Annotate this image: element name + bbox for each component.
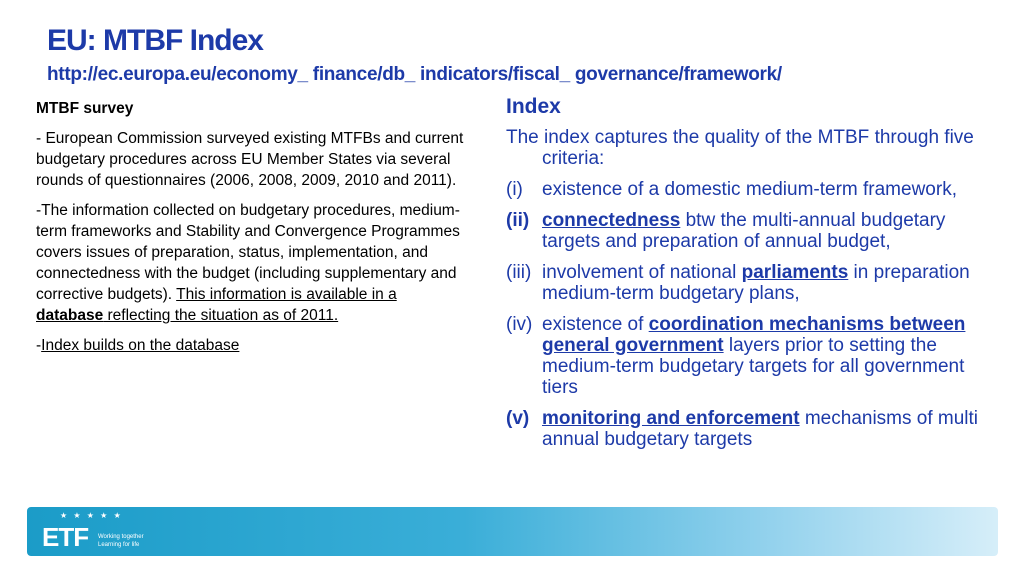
- criterion-4: [506, 314, 994, 398]
- criterion-3-pre: involvement of national: [542, 262, 742, 283]
- index-intro: The index captures the quality of the MTBF through five criteria:: [506, 127, 974, 169]
- criterion-2-rest: btw the multi-annual budgetary targets and preparation of annual budget,: [542, 210, 946, 252]
- footer-band: [27, 507, 998, 556]
- index-heading: Index: [506, 95, 561, 118]
- logo-tagline: Working together Learning for life: [98, 534, 144, 548]
- survey-paragraph-3: [36, 335, 466, 356]
- paragraph-3-prefix: -: [36, 337, 42, 354]
- monitoring-enforcement-link[interactable]: monitoring and enforcement: [542, 408, 800, 429]
- mtbf-survey-column: [36, 98, 466, 365]
- connectedness-link[interactable]: connectedness: [542, 210, 681, 231]
- criterion-5-rest: mechanisms of multi annual budgetary targets: [542, 408, 979, 450]
- criterion-5-text: [542, 408, 994, 450]
- survey-paragraph-1: - European Commission surveyed existing MTFBs and current budgetary procedures across EU Member States via several rounds of questionnaires (2006, 2008, 2009, 2010 and 2011).: [36, 130, 464, 189]
- database-link-bold: database: [36, 307, 104, 324]
- criterion-1: [506, 179, 994, 200]
- criterion-4-number: (iv): [506, 314, 533, 335]
- criterion-4-rest: layers prior to setting the medium-term budgetary targets for all government tiers: [542, 335, 965, 398]
- slide-title: EU: MTBF Index: [47, 24, 263, 57]
- source-url: http://ec.europa.eu/economy_ finance/db_ indicators/fiscal_ governance/framework/: [47, 64, 782, 85]
- index-database-link[interactable]: Index builds on the database: [41, 337, 240, 354]
- criterion-2-number: (ii): [506, 210, 530, 231]
- database-link-text-b: reflecting the situation as of 2011.: [103, 307, 339, 324]
- etf-logo: [38, 511, 148, 553]
- survey-paragraph-2-text: -The information collected on budgetary procedures, medium-term frameworks and Stability and Convergence Programmes covers issues of preparation, status, implementation, and connectedness with the budget (including supplementary and corrective budgets).: [36, 202, 460, 303]
- logo-stars-icon: ★ ★ ★ ★ ★: [60, 511, 123, 520]
- criterion-3: [506, 262, 994, 304]
- criterion-1-number: (i): [506, 179, 523, 200]
- criterion-3-number: (iii): [506, 262, 532, 283]
- coordination-mechanisms-link[interactable]: coordination mechanisms between general government: [542, 314, 966, 356]
- criterion-4-pre: existence of: [542, 314, 649, 335]
- criterion-2: [506, 210, 994, 252]
- criterion-5-number: (v): [506, 408, 530, 429]
- criterion-3-text: [542, 262, 994, 304]
- criterion-5: [506, 408, 994, 450]
- criterion-2-text: [542, 210, 994, 252]
- index-column: [506, 96, 994, 460]
- criterion-3-rest: in preparation medium-term budgetary plans,: [542, 262, 970, 304]
- criterion-1-text: existence of a domestic medium-term framework,: [542, 179, 957, 200]
- logo-wordmark: ETF: [42, 522, 89, 552]
- parliaments-link[interactable]: parliaments: [741, 262, 849, 283]
- criterion-4-text: [542, 314, 994, 398]
- survey-heading: MTBF survey: [36, 100, 134, 117]
- database-link-text-a: This information is available in a: [176, 286, 397, 303]
- survey-paragraph-2: [36, 200, 466, 326]
